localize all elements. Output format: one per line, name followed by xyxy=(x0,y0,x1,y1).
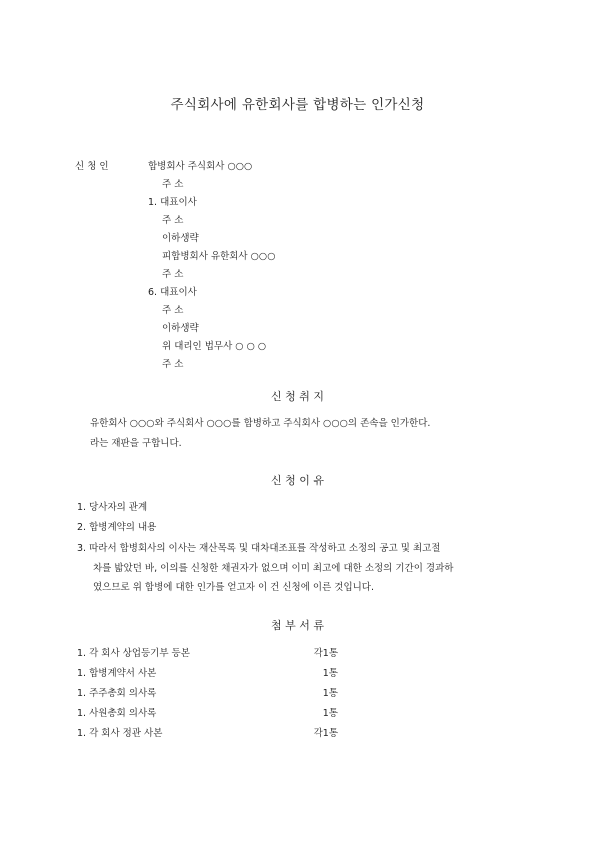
document-title: 주식회사에 유한회사를 합병하는 인가신청 xyxy=(170,97,425,113)
applicant-line: 6. 대표이사 xyxy=(148,287,197,298)
purpose-heading: 신 청 취 지 xyxy=(271,390,324,403)
attachment-qty: 각1통 xyxy=(313,728,338,739)
applicant-line: 주 소 xyxy=(162,179,184,190)
attachment-name: 1. 각 회사 상업등기부 등본 xyxy=(77,648,190,659)
attachment-qty: 1통 xyxy=(322,688,338,699)
applicant-line: 주 소 xyxy=(162,359,184,370)
applicant-line: 합병회사 주식회사 ○○○ xyxy=(148,161,253,172)
attachments-heading: 첨 부 서 류 xyxy=(271,619,324,632)
attachment-qty: 1통 xyxy=(322,668,338,679)
applicant-line: 피합병회사 유한회사 ○○○ xyxy=(162,251,276,262)
applicant-line: 1. 대표이사 xyxy=(148,197,197,208)
applicant-line: 이하생략 xyxy=(162,323,199,334)
reason-line: 였으므로 위 합병에 대한 인가를 얻고자 이 건 신청에 이른 것입니다. xyxy=(93,582,374,593)
purpose-line: 유한회사 ○○○와 주식회사 ○○○를 합병하고 주식회사 ○○○의 존속을 인가한다. xyxy=(90,418,431,429)
applicant-line: 주 소 xyxy=(162,305,184,316)
attachment-name: 1. 각 회사 정관 사본 xyxy=(77,728,163,739)
reason-line: 2. 합병계약의 내용 xyxy=(77,522,157,533)
reason-line: 1. 당사자의 관계 xyxy=(77,502,148,513)
applicant-line: 위 대리인 법무사 ○ ○ ○ xyxy=(162,341,267,352)
applicant-line: 주 소 xyxy=(162,215,184,226)
attachment-name: 1. 합병계약서 사본 xyxy=(77,668,157,679)
attachment-qty: 1통 xyxy=(322,708,338,719)
reason-line: 3. 따라서 합병회사의 이사는 재산목록 및 대차대조표를 작성하고 소정의 공고 및 최고절 xyxy=(77,543,441,554)
reason-heading: 신 청 이 유 xyxy=(271,474,324,487)
applicant-line: 이하생략 xyxy=(162,233,199,244)
reason-line: 차를 밟았던 바, 이의를 신청한 채권자가 없으며 이미 최고에 대한 소정의 기간이 경과하 xyxy=(93,563,454,574)
attachment-name: 1. 사원총회 의사록 xyxy=(77,708,157,719)
attachment-name: 1. 주주총회 의사록 xyxy=(77,688,157,699)
applicant-label: 신 청 인 xyxy=(75,161,109,172)
purpose-line: 라는 재판을 구합니다. xyxy=(90,438,182,449)
applicant-line: 주 소 xyxy=(162,269,184,280)
attachment-qty: 각1통 xyxy=(313,648,338,659)
